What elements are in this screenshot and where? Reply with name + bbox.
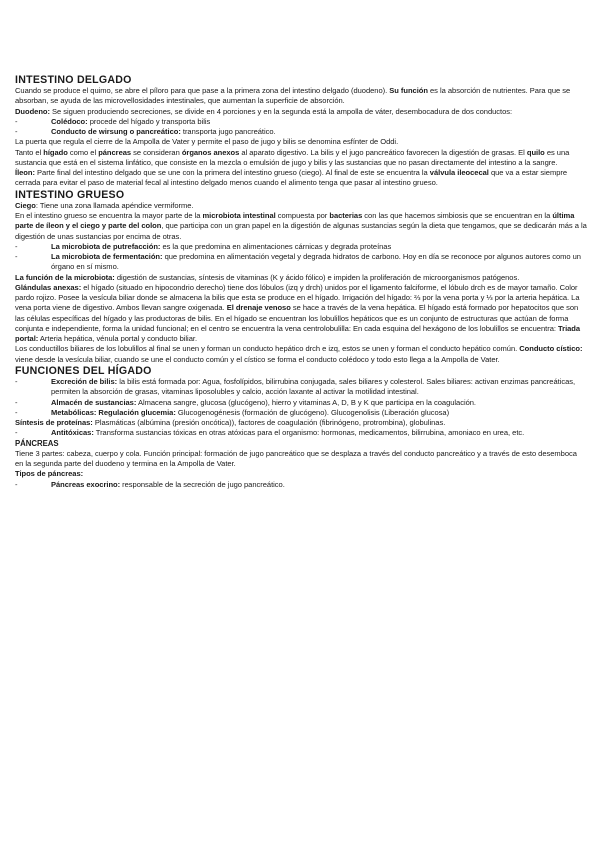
bullet-dash: - xyxy=(15,479,18,489)
text: es una sustancia que está en el sistema linfático, que consiste en la mezcla o emulsión de jugo y bilis y las sustancias que no pasan directamente del intestino a la sangre. xyxy=(15,147,570,167)
bold-text: páncreas xyxy=(98,147,132,157)
text: Parte final del intestino delgado que se une con la primera del intestino grueso (ciego). Al final de este se encuentra la xyxy=(34,168,430,178)
text: se consideran xyxy=(131,147,182,157)
text: la bilis está formada por: Agua, fosfolípidos, bilirrubina conjugada, sales biliares y colesterol. Sales biliares: activan enzimas pancreáticas, permiten la absorción de grasas, vitaminas liposolubles y calcio, acción laxante al activar la motilidad intestinal. xyxy=(51,377,576,397)
paragraph xyxy=(15,107,587,117)
text: al aparato digestivo. La bilis y el jugo pancreático favorecen la digestión de grasas. El xyxy=(239,147,527,157)
bullet-dash: - xyxy=(15,127,18,137)
list-item xyxy=(15,408,587,418)
text: es la absorción de nutrientes. Para que se absorban, se ayuda de las microvellosidades intestinales, que aumentan la superficie de absorción. xyxy=(15,86,571,106)
paragraph xyxy=(15,148,587,169)
section-title-pancreas: PÁNCREAS xyxy=(15,438,59,448)
text: Almacena sangre, glucosa (glucógeno), hierro y vitaminas A, D, B y K que participa en la coagulación. xyxy=(136,397,477,407)
text: , que participa con un gran papel en la digestión de algunas sustancias según la dieta que tengamos, que se dedicarán más a la digestión de unas sustancias por encima de otras. xyxy=(15,221,587,241)
document-page xyxy=(15,74,587,490)
bold-text: Su función xyxy=(389,86,428,96)
text: como el xyxy=(67,147,99,157)
bold-text: La microbiota de fermentación: xyxy=(51,252,163,262)
bold-text: Glándulas anexas: xyxy=(15,282,82,292)
text: el hígado (situado en hipocondrio derecho) tiene dos lóbulos (izq y drch) unidos por el ligamento falciforme, el lóbulo drch es de mayor tamaño. Color pardo rojizo. Posee la vesícula biliar donde se almacena la bilis que esta se produce en el hígado. Irrigación del hígado: ⅔ por la vena porta y ⅓ por la arteria hepática. La vena porta viene de digestivo. Ambos llevan sangre oxigenada. xyxy=(15,282,580,313)
list-item xyxy=(15,127,587,137)
bold-text: última parte de íleon y el ciego y parte del colon xyxy=(15,211,575,231)
bullet-dash: - xyxy=(15,407,18,417)
text: responsable de la secreción de jugo pancreático. xyxy=(120,479,285,489)
bullet-dash: - xyxy=(15,377,18,387)
section-title-intestino-grueso: INTESTINO GRUESO xyxy=(15,188,125,201)
paragraph xyxy=(15,201,587,211)
text: Tanto el xyxy=(15,147,44,157)
text: es la que predomina en alimentaciones cárnicas y degrada proteínas xyxy=(160,241,392,251)
bullet-dash: - xyxy=(15,397,18,407)
bold-text: Excreción de bilis: xyxy=(51,377,118,387)
paragraph xyxy=(15,86,587,107)
text: con las que hacemos simbiosis que se encuentran en la xyxy=(362,211,553,221)
bold-text: microbiota intestinal xyxy=(202,211,276,221)
bold-text: Páncreas exocrino: xyxy=(51,479,121,489)
list-item xyxy=(15,242,587,252)
list-item xyxy=(15,398,587,408)
text: Se siguen produciendo secreciones, se divide en 4 porciones y en la segunda está la ampolla de váter, desembocadura de dos conductos: xyxy=(49,106,513,116)
bold-text: Íleon: xyxy=(15,168,35,178)
bullet-dash: - xyxy=(15,252,18,262)
text: En el intestino grueso se encuentra la mayor parte de la xyxy=(15,211,203,221)
bold-text: hígado xyxy=(43,147,68,157)
list-item xyxy=(15,377,587,398)
bold-text: Ciego xyxy=(15,200,36,210)
text: Glucogenogénesis (formación de glucógeno). Glucogenolisis (Liberación glucosa) xyxy=(175,407,450,417)
bold-text: válvula ileocecal xyxy=(429,168,489,178)
paragraph: Tiene 3 partes: cabeza, cuerpo y cola. Función principal: formación de jugo pancreático que se desplaza a través del conducto pancreático y a través de esto desemboca en la segunda parte del duodeno y termina en la Ampolla de Vater. xyxy=(15,448,577,469)
paragraph xyxy=(15,211,587,242)
bold-text: quilo xyxy=(526,147,545,157)
list-item xyxy=(15,428,587,438)
text: Arteria hepática, vénula portal y conducto biliar. xyxy=(38,334,198,344)
section-title-intestino-delgado: INTESTINO DELGADO xyxy=(15,74,132,86)
paragraph xyxy=(15,469,587,479)
bold-text: Síntesis de proteínas: xyxy=(15,418,93,428)
text: transporta jugo pancreático. xyxy=(180,127,276,137)
text: procede del hígado y transporta bilis xyxy=(87,116,211,126)
text: Transforma sustancias tóxicas en otras atóxicas para el organismo: hormonas, medicamentos, bilirrubina, amoniaco en urea, etc. xyxy=(93,428,525,438)
bold-text: Metabólicas: Regulación glucemia: xyxy=(51,407,176,417)
text: digestión de sustancias, síntesis de vitaminas (K y ácido fólico) e impiden la proliferación de microorganismos patógenos. xyxy=(114,272,520,282)
paragraph xyxy=(15,344,587,365)
text: viene desde la vesícula biliar, cuando se une el conducto común y el cístico se forma el conducto colédoco y todo esto llega a la Ampolla de Vater. xyxy=(15,354,500,364)
bold-text: Triada portal: xyxy=(15,323,581,344)
bold-text: Duodeno: xyxy=(15,106,50,116)
bold-text: Almacén de sustancias: xyxy=(51,397,137,407)
text: compuesta por xyxy=(275,211,330,221)
bullet-dash: - xyxy=(15,428,18,438)
text: que va a estar siempre cerrada para evitar el paso de material fecal al intestino delgado menos cuando el alimento tenga que pasar al intestino grueso. xyxy=(15,168,568,188)
bold-text: Conducto cístico: xyxy=(519,344,583,354)
list-item xyxy=(15,117,587,127)
paragraph xyxy=(15,418,587,428)
bold-text: Colédoco: xyxy=(51,116,88,126)
text: Los conductillos biliares de los lobulillos al final se unen y forman un conducto hepático drch e izq, estos se unen y forman el conducto hepático común. xyxy=(15,344,520,354)
paragraph: La puerta que regula el cierre de la Ampolla de Vater y permite el paso de jugo y bilis se denomina esfínter de Oddi. xyxy=(15,137,399,147)
paragraph xyxy=(15,283,587,345)
text: Cuando se produce el quimo, se abre el píloro para que pase a la primera zona del intestino delgado (duodeno). xyxy=(15,86,390,96)
list-item xyxy=(15,252,587,273)
bold-text: órganos anexos xyxy=(181,147,240,157)
bold-text: La función de la microbiota: xyxy=(15,272,115,282)
bold-text: bacterias xyxy=(329,211,363,221)
text: : Tiene una zona llamada apéndice vermiforme. xyxy=(35,200,194,210)
section-title-funciones-higado: FUNCIONES DEL HÍGADO xyxy=(15,364,152,377)
paragraph xyxy=(15,168,587,189)
text: Plasmáticas (albúmina (presión oncótica)), factores de coagulación (fibrinógeno, protrombina), globulinas. xyxy=(92,418,446,428)
bold-text: Tipos de páncreas: xyxy=(15,469,84,479)
bullet-dash: - xyxy=(15,241,18,251)
bold-text: Antitóxicas: xyxy=(51,428,94,438)
text: se hace a través de la vena hepática. El hígado está formado por hepatocitos que son las células específicas del hígado y las productoras de bilis. En el hígado se encuentran los lobulillos hepáticos que es un conjunto de estructuras que actúan de forma conjunta e independiente, forma la unidad funcional; en el centro se encuentra la vena centrolobulilla: En cada esquina del hexágono de los lobulillos se encuentra: xyxy=(15,303,579,333)
bullet-dash: - xyxy=(15,116,18,126)
bold-text: La microbiota de putrefacción: xyxy=(51,241,161,251)
bold-text: Conducto de wirsung o pancreático: xyxy=(51,127,181,137)
list-item xyxy=(15,480,587,490)
bold-text: El drenaje venoso xyxy=(226,303,291,313)
text: que predomina en alimentación vegetal y degrada hidratos de carbono. Hoy en día se reconoce por algunos autores como un órgano en sí mismo. xyxy=(51,252,581,272)
paragraph xyxy=(15,273,587,283)
